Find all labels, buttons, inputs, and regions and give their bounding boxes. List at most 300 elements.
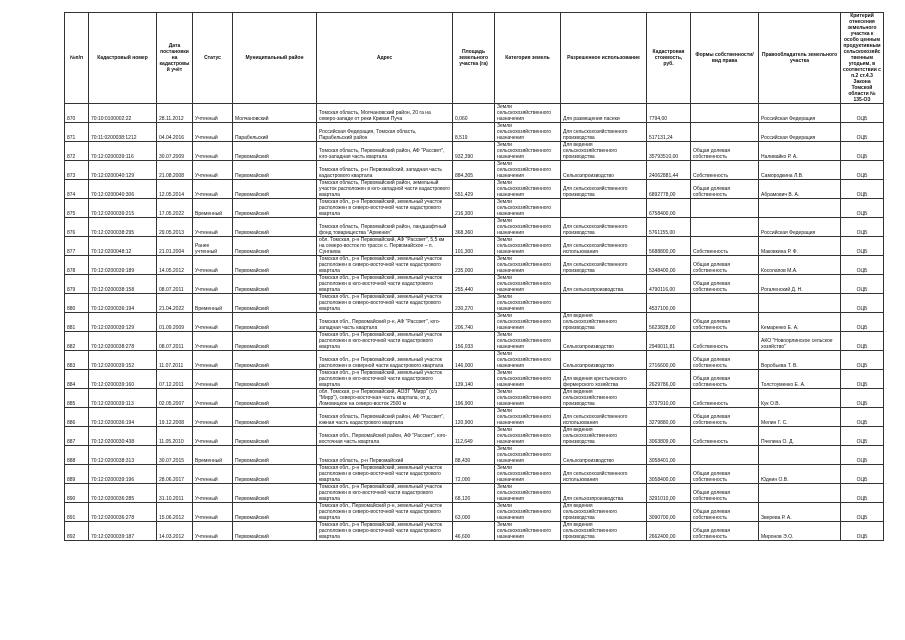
cell-cadastral-value: 3279880,00: [647, 408, 691, 427]
cell-criterion: ОЦБ: [841, 256, 884, 275]
cell-criterion: ОЦБ: [841, 218, 884, 237]
cell-cadastral-value: 3058401,00: [647, 446, 691, 465]
cell-ownership: Общая долевая собственность: [691, 351, 759, 370]
cell-permitted-use: Для ведения сельскохозяйственного производства: [561, 313, 647, 332]
cell-registration-date: 02.05.2007: [157, 389, 193, 408]
cell-owner: Российская Федерация: [759, 123, 841, 142]
cell-status: Учтенный: [193, 389, 233, 408]
cell-area: 112,649: [453, 427, 495, 446]
cell-number: 891: [65, 503, 89, 522]
table-row: [65, 332, 884, 351]
cell-owner: Маковкина Р. Ф.: [759, 237, 841, 256]
cell-area: 932,390: [453, 142, 495, 161]
cell-owner: Российская Федерация: [759, 104, 841, 123]
cell-cadastral-number: 70:12:0200048:12: [89, 237, 157, 256]
cell-district: Первомайский: [233, 484, 317, 503]
cell-cadastral-value: 3737910,00: [647, 389, 691, 408]
cell-number: 878: [65, 256, 89, 275]
cell-address: Томская обл., Первомайский район, АФ "Рассвет", юго-восточная часть квартала: [317, 427, 453, 446]
cell-status: Учтенный: [193, 408, 233, 427]
cell-ownership: Общая долевая собственность: [691, 503, 759, 522]
cell-status: Учтенный: [193, 427, 233, 446]
cell-number: 890: [65, 484, 89, 503]
cell-cadastral-value: 4537100,00: [647, 294, 691, 313]
cell-criterion: ОЦБ: [841, 427, 884, 446]
cell-area: 146,000: [453, 351, 495, 370]
cell-cadastral-number: 70:12:0200039:196: [89, 465, 157, 484]
cell-cadastral-value: 24062881,44: [647, 161, 691, 180]
cell-cadastral-value: 7794,00: [647, 104, 691, 123]
cell-cadastral-value: 3063809,00: [647, 427, 691, 446]
cell-status: Учтенный: [193, 161, 233, 180]
cell-ownership: Общая долевая собственность: [691, 275, 759, 294]
cell-cadastral-number: 70:12:0200039:189: [89, 256, 157, 275]
cell-number: 889: [65, 465, 89, 484]
col-header-cadastral-value: Кадастровая стоимость, руб.: [647, 13, 691, 104]
cell-registration-date: 08.07.2011: [157, 275, 193, 294]
cell-permitted-use: Для сельскохозяйственного использования: [561, 465, 647, 484]
table-row: [65, 351, 884, 370]
cell-registration-date: 01.09.2009: [157, 313, 193, 332]
cell-land-category: Земли сельскохозяйственного назначения: [495, 256, 561, 275]
cell-district: Первомайский: [233, 180, 317, 199]
table-row: [65, 446, 884, 465]
col-header-number: №п/п: [65, 13, 89, 104]
cell-registration-date: 07.12.2011: [157, 370, 193, 389]
cell-district: Первомайский: [233, 332, 317, 351]
cell-area: 63,000: [453, 503, 495, 522]
cell-land-category: Земли сельскохозяйственного назначения: [495, 351, 561, 370]
cell-area: 72,000: [453, 465, 495, 484]
cell-registration-date: 14.05.2012: [157, 256, 193, 275]
cell-address: обл. Томская, р-н Первомайский, АОЗТ "Мирр" (с/з "Мирр"), северо-восточная часть квартала, от д. Ломовицкое на северо-восток 2500 м: [317, 389, 453, 408]
cell-cadastral-number: 70:12:0200039:152: [89, 351, 157, 370]
cell-cadastral-number: 70:12:0200036:278: [89, 503, 157, 522]
cell-cadastral-number: 70:12:0200036:285: [89, 484, 157, 503]
cell-address: Томская обл., Первомайский р-н, АФ "Рассвет", юго-западная часть квартала: [317, 313, 453, 332]
cell-owner: [759, 294, 841, 313]
cell-number: 872: [65, 142, 89, 161]
cell-district: Первомайский: [233, 465, 317, 484]
cell-criterion: ОЦБ: [841, 351, 884, 370]
table-row: [65, 123, 884, 142]
table-row: [65, 389, 884, 408]
cell-criterion: ОЦБ: [841, 484, 884, 503]
table-row: [65, 484, 884, 503]
cell-permitted-use: Для сельхозпроизводства: [561, 484, 647, 503]
table-row: [65, 465, 884, 484]
cell-district: Первомайский: [233, 389, 317, 408]
cell-district: Парабельский: [233, 123, 317, 142]
cell-status: Учтенный: [193, 256, 233, 275]
cell-number: 879: [65, 275, 89, 294]
cell-address: обл. Томская, р-н Первомайский, АФ "Рассвет", 5,5 км на северо-восток по трассе с. Первомайское – п. Сунгаева: [317, 237, 453, 256]
cell-district: Первомайский: [233, 522, 317, 541]
cell-owner: Кемаренко Е. А.: [759, 313, 841, 332]
cell-permitted-use: Для ведения сельскохозяйственного производства: [561, 389, 647, 408]
cell-registration-date: 14.03.2012: [157, 522, 193, 541]
cell-district: Первомайский: [233, 351, 317, 370]
cell-owner: Мелин Г. С.: [759, 408, 841, 427]
cell-district: Первомайский: [233, 313, 317, 332]
cell-owner: Пчелина О. Д.: [759, 427, 841, 446]
cell-cadastral-value: 3291010,00: [647, 484, 691, 503]
cell-area: 206,740: [453, 313, 495, 332]
cell-status: Учтенный: [193, 351, 233, 370]
cell-status: Учтенный: [193, 484, 233, 503]
cell-owner: Наливайко Р. А.: [759, 142, 841, 161]
table-row: [65, 313, 884, 332]
cell-registration-date: 21.04.2022: [157, 294, 193, 313]
cell-owner: Зверева Р. А.: [759, 503, 841, 522]
cell-owner: Воробьева Т. В.: [759, 351, 841, 370]
cell-cadastral-number: 70:12:0200039:215: [89, 199, 157, 218]
cell-status: Учтенный: [193, 180, 233, 199]
land-plots-table: [64, 12, 884, 541]
cell-registration-date: 28.11.2012: [157, 104, 193, 123]
cell-status: Временный: [193, 294, 233, 313]
table-row: [65, 408, 884, 427]
cell-ownership: [691, 199, 759, 218]
cell-cadastral-number: 70:12:0200039:187: [89, 522, 157, 541]
cell-cadastral-number: 70:12:0200039:129: [89, 313, 157, 332]
cell-cadastral-value: 6892778,00: [647, 180, 691, 199]
table-row: [65, 180, 884, 199]
cell-number: 871: [65, 123, 89, 142]
cell-ownership: Общая долевая собственность: [691, 180, 759, 199]
cell-address: Томская область, Первомайский район, земельный участок расположен в юго-западной части кадастрового квартала: [317, 180, 453, 199]
cell-owner: Кук О.В.: [759, 389, 841, 408]
cell-area: 46,600: [453, 522, 495, 541]
cell-address: Томская обл., р-н Первомайский, земельный участок расположен в северо-восточной части кадастрового квартала: [317, 294, 453, 313]
cell-permitted-use: Для размещения пасеки: [561, 104, 647, 123]
cell-permitted-use: Сельхозпроизводство: [561, 161, 647, 180]
cell-cadastral-number: 70:12:0200030:438: [89, 427, 157, 446]
cell-ownership: Собственность: [691, 161, 759, 180]
cell-ownership: Собственность: [691, 332, 759, 351]
cell-criterion: ОЦБ: [841, 142, 884, 161]
cell-cadastral-value: 2716600,00: [647, 351, 691, 370]
table-row: [65, 161, 884, 180]
cell-address: Томская обл., р-н Первомайский, земельный участок расположен в юго-восточной части кадастрового квартала: [317, 275, 453, 294]
cell-cadastral-number: 70:12:0200040:129: [89, 161, 157, 180]
cell-area: 88,430: [453, 446, 495, 465]
cell-permitted-use: Сельхозпроизводство: [561, 351, 647, 370]
cell-criterion: ОЦБ: [841, 294, 884, 313]
cell-district: Первомайский: [233, 370, 317, 389]
col-header-cadastral-number: Кадастровый номер: [89, 13, 157, 104]
cell-area: 884,305: [453, 161, 495, 180]
cell-owner: [759, 446, 841, 465]
cell-district: Первомайский: [233, 218, 317, 237]
cell-address: Томская область, Молчановский район, 20 га на северо-западе от реки Кривая Пуча: [317, 104, 453, 123]
cell-criterion: ОЦБ: [841, 446, 884, 465]
cell-criterion: ОЦБ: [841, 465, 884, 484]
cell-criterion: ОЦБ: [841, 408, 884, 427]
cell-land-category: Земли сельскохозяйственного назначения: [495, 408, 561, 427]
col-header-district: Муниципальный район: [233, 13, 317, 104]
col-header-area: Площадь земельного участка (га): [453, 13, 495, 104]
cell-criterion: ОЦБ: [841, 180, 884, 199]
cell-criterion: ОЦБ: [841, 313, 884, 332]
cell-owner: Косолапов М.А.: [759, 256, 841, 275]
cell-land-category: Земли сельскохозяйственного назначения: [495, 332, 561, 351]
col-header-ownership: Формы собственности/вид права: [691, 13, 759, 104]
table-row: [65, 294, 884, 313]
cell-owner: Толстоуменко Е. А.: [759, 370, 841, 389]
cell-number: 892: [65, 522, 89, 541]
cell-address: Томская обл., р-н Первомайский, земельный участок расположен в северо-восточной части кадастрового квартала: [317, 465, 453, 484]
cell-cadastral-value: 517131,24: [647, 123, 691, 142]
cell-status: Учтенный: [193, 275, 233, 294]
cell-number: 887: [65, 427, 89, 446]
col-header-land-category: Категория земель: [495, 13, 561, 104]
cell-number: 888: [65, 446, 89, 465]
cell-status: Учтенный: [193, 503, 233, 522]
cell-registration-date: 08.07.2011: [157, 332, 193, 351]
cell-address: Томская обл., р-н Первомайский, земельный участок расположен в северо-восточной части кадастрового квартала: [317, 256, 453, 275]
cell-land-category: Земли сельскохозяйственного назначения: [495, 503, 561, 522]
cell-area: 120,900: [453, 408, 495, 427]
cell-area: 230,270: [453, 294, 495, 313]
cell-number: 877: [65, 237, 89, 256]
cell-permitted-use: Для сельскохозяйственного производства: [561, 180, 647, 199]
cell-land-category: Земли сельскохозяйственного назначения: [495, 142, 561, 161]
cell-status: Учтенный: [193, 522, 233, 541]
cell-registration-date: 15.06.2012: [157, 503, 193, 522]
cell-cadastral-value: 3090700,00: [647, 503, 691, 522]
table-row: [65, 218, 884, 237]
cell-land-category: Земли сельскохозяйственного назначения: [495, 484, 561, 503]
cell-cadastral-number: 70:12:0200039:160: [89, 370, 157, 389]
table-row: [65, 522, 884, 541]
cell-district: Первомайский: [233, 427, 317, 446]
cell-cadastral-number: 70:12:0200039:113: [89, 389, 157, 408]
cell-cadastral-number: 70:10:0100002:22: [89, 104, 157, 123]
cell-address: Томская обл., р-н Первомайский, земельный участок расположен в северо-восточной части кадастрового квартала: [317, 522, 453, 541]
cell-ownership: Общая долевая собственность: [691, 256, 759, 275]
cell-number: 884: [65, 370, 89, 389]
table-row: [65, 104, 884, 123]
cell-permitted-use: Для ведения крестьянского фермерского хозяйства: [561, 370, 647, 389]
table-header-row: [65, 13, 884, 104]
cell-cadastral-number: 70:12:0200039:116: [89, 142, 157, 161]
cell-owner: [759, 199, 841, 218]
cell-cadastral-number: 70:12:0200038:278: [89, 332, 157, 351]
cell-district: Первомайский: [233, 275, 317, 294]
cell-number: 873: [65, 161, 89, 180]
cell-number: 870: [65, 104, 89, 123]
cell-registration-date: 30.07.2009: [157, 142, 193, 161]
cell-ownership: Общая долевая собственность: [691, 484, 759, 503]
cell-land-category: Земли сельскохозяйственного назначения: [495, 446, 561, 465]
cell-cadastral-value: 3058400,00: [647, 465, 691, 484]
cell-ownership: Общая долевая собственность: [691, 142, 759, 161]
cell-ownership: [691, 104, 759, 123]
cell-land-category: Земли сельскохозяйственного назначения: [495, 275, 561, 294]
cell-address: Томская обл., р-н Первомайский, земельный участок расположен в юго-восточной части кадастрового квартала: [317, 370, 453, 389]
cell-area: 156,033: [453, 332, 495, 351]
cell-district: Первомайский: [233, 237, 317, 256]
cell-cadastral-number: 70:12:0200038:158: [89, 275, 157, 294]
cell-ownership: Собственность: [691, 389, 759, 408]
cell-district: Первомайский: [233, 161, 317, 180]
cell-permitted-use: Сельхозпроизводство: [561, 446, 647, 465]
cell-area: 368,360: [453, 218, 495, 237]
cell-area: 551,429: [453, 180, 495, 199]
table-row: [65, 199, 884, 218]
cell-criterion: ОЦБ: [841, 332, 884, 351]
cell-land-category: Земли сельскохозяйственного назначения: [495, 427, 561, 446]
cell-registration-date: 31.10.2011: [157, 484, 193, 503]
cell-ownership: Собственность: [691, 427, 759, 446]
cell-address: Российская Федерация, Томская область, Парабельский район: [317, 123, 453, 142]
cell-district: Первомайский: [233, 408, 317, 427]
cell-status: Учтенный: [193, 123, 233, 142]
cell-number: 881: [65, 313, 89, 332]
cell-district: Первомайский: [233, 294, 317, 313]
cell-status: Ранее учтенный: [193, 237, 233, 256]
cell-district: Первомайский: [233, 199, 317, 218]
cell-land-category: Земли сельскохозяйственного назначения: [495, 104, 561, 123]
table-row: [65, 427, 884, 446]
cell-address: Томская обл., р-н Первомайский, земельный участок расположен в северо-восточной части кадастрового квартала: [317, 199, 453, 218]
cell-status: Учтенный: [193, 104, 233, 123]
cell-cadastral-value: 5623828,00: [647, 313, 691, 332]
cell-cadastral-number: 70:12:0200036:194: [89, 408, 157, 427]
cell-ownership: Общая долевая собственность: [691, 370, 759, 389]
cell-cadastral-number: 70:11:0200038:1212: [89, 123, 157, 142]
cell-district: Первомайский: [233, 256, 317, 275]
cell-land-category: Земли сельскохозяйственного назначения: [495, 313, 561, 332]
cell-address: Томская обл., р-н Первомайский, земельный участок расположен в северной части кадастрового квартала: [317, 351, 453, 370]
cell-criterion: ОЦБ: [841, 389, 884, 408]
cell-address: Томская область, р-н Первомайский, западная часть кадастрового квартала: [317, 161, 453, 180]
cell-address: Томская область, р-н Первомайский: [317, 446, 453, 465]
cell-cadastral-number: 70:12:0200036:194: [89, 294, 157, 313]
cell-number: 885: [65, 389, 89, 408]
cell-registration-date: 21.01.2004: [157, 237, 193, 256]
cell-registration-date: 28.06.2017: [157, 465, 193, 484]
cell-ownership: [691, 446, 759, 465]
cell-registration-date: 30.07.2015: [157, 446, 193, 465]
cell-cadastral-value: 5761155,00: [647, 218, 691, 237]
cell-owner: Российская Федерация: [759, 218, 841, 237]
cell-area: 101,300: [453, 237, 495, 256]
cell-cadastral-value: 6758400,00: [647, 199, 691, 218]
cell-criterion: ОЦБ: [841, 237, 884, 256]
cell-address: Томская область, Первомайский район, АФ "Рассвет", южная часть кадастрового квартала: [317, 408, 453, 427]
cell-criterion: ОЦБ: [841, 104, 884, 123]
document-sheet: [64, 12, 883, 541]
cell-criterion: ОЦБ: [841, 522, 884, 541]
cell-address: Томская область, Первомайский район, АФ "Рассвет", юго-западная часть квартала: [317, 142, 453, 161]
cell-ownership: Общая долевая собственность: [691, 313, 759, 332]
cell-cadastral-value: 2662400,00: [647, 522, 691, 541]
cell-registration-date: 19.12.2008: [157, 408, 193, 427]
cell-permitted-use: Для сельскохозяйственного производства: [561, 123, 647, 142]
cell-cadastral-number: 70:12:0200038:313: [89, 446, 157, 465]
cell-ownership: Общая долевая собственность: [691, 465, 759, 484]
cell-owner: Самородкина Л.В.: [759, 161, 841, 180]
cell-number: 875: [65, 199, 89, 218]
cell-area: 235,000: [453, 256, 495, 275]
cell-permitted-use: Для сельхозпроизводства: [561, 275, 647, 294]
cell-area: 68,120: [453, 484, 495, 503]
table-row: [65, 237, 884, 256]
cell-permitted-use: Для сельскохозяйственного производства: [561, 256, 647, 275]
cell-owner: АКО "Новоорлинское сельское хозяйство": [759, 332, 841, 351]
cell-ownership: Общая долевая собственность: [691, 408, 759, 427]
cell-status: Временный: [193, 199, 233, 218]
table-row: [65, 256, 884, 275]
cell-permitted-use: Для сельскохозяйственного использования: [561, 408, 647, 427]
cell-status: Учтенный: [193, 332, 233, 351]
cell-registration-date: 11.07.2011: [157, 351, 193, 370]
cell-criterion: ОЦБ: [841, 370, 884, 389]
cell-registration-date: 04.04.2016: [157, 123, 193, 142]
cell-district: Молчановский: [233, 104, 317, 123]
cell-number: 883: [65, 351, 89, 370]
cell-land-category: Земли сельскохозяйственного назначения: [495, 465, 561, 484]
col-header-permitted-use: Разрешенное использование: [561, 13, 647, 104]
cell-address: Томская обл., Первомайский р-н, земельный участок расположен в северо-восточной части кадастрового квартала: [317, 503, 453, 522]
col-header-status: Статус: [193, 13, 233, 104]
cell-number: 882: [65, 332, 89, 351]
cell-area: 196,900: [453, 389, 495, 408]
cell-land-category: Земли сельскохозяйственного назначения: [495, 522, 561, 541]
table-row: [65, 503, 884, 522]
cell-number: 880: [65, 294, 89, 313]
cell-registration-date: 17.05.2022: [157, 199, 193, 218]
cell-permitted-use: Сельхозпроизводство: [561, 332, 647, 351]
cell-cadastral-value: 35793510,00: [647, 142, 691, 161]
cell-status: Учтенный: [193, 313, 233, 332]
cell-registration-date: 11.05.2010: [157, 427, 193, 446]
cell-district: Первомайский: [233, 503, 317, 522]
cell-area: 8,519: [453, 123, 495, 142]
cell-district: Первомайский: [233, 446, 317, 465]
cell-status: Учтенный: [193, 218, 233, 237]
cell-ownership: [691, 294, 759, 313]
cell-land-category: Земли сельскохозяйственного назначения: [495, 180, 561, 199]
cell-owner: Юдеин О.В.: [759, 465, 841, 484]
cell-land-category: Земли сельскохозяйственного назначения: [495, 199, 561, 218]
cell-land-category: Земли сельскохозяйственного назначения: [495, 161, 561, 180]
cell-criterion: ОЦБ: [841, 123, 884, 142]
col-header-criterion: Критерий отнесения земельного участка к особо ценным продуктивным сельскохозяйственным угодьям, в соответствии с п.2 ст.4.3 Закона Томской области № 135-ОЗ: [841, 13, 884, 104]
cell-land-category: Земли сельскохозяйственного назначения: [495, 389, 561, 408]
cell-area: 0,060: [453, 104, 495, 123]
col-header-address: Адрес: [317, 13, 453, 104]
cell-registration-date: 12.05.2014: [157, 180, 193, 199]
cell-number: 874: [65, 180, 89, 199]
cell-land-category: Земли сельскохозяйственного назначения: [495, 294, 561, 313]
cell-cadastral-value: 2949011,81: [647, 332, 691, 351]
cell-cadastral-number: 70:12:0200038:295: [89, 218, 157, 237]
cell-permitted-use: [561, 199, 647, 218]
cell-cadastral-value: 2629786,00: [647, 370, 691, 389]
cell-status: Учтенный: [193, 465, 233, 484]
cell-land-category: Земли сельскохозяйственного назначения: [495, 237, 561, 256]
cell-ownership: Общая долевая собственность: [691, 522, 759, 541]
cell-area: 216,300: [453, 199, 495, 218]
cell-number: 886: [65, 408, 89, 427]
cell-permitted-use: Для сельскохозяйственного производства: [561, 218, 647, 237]
cell-criterion: ОЦБ: [841, 503, 884, 522]
cell-area: 255,440: [453, 275, 495, 294]
cell-land-category: Земли сельскохозяйственного назначения: [495, 218, 561, 237]
